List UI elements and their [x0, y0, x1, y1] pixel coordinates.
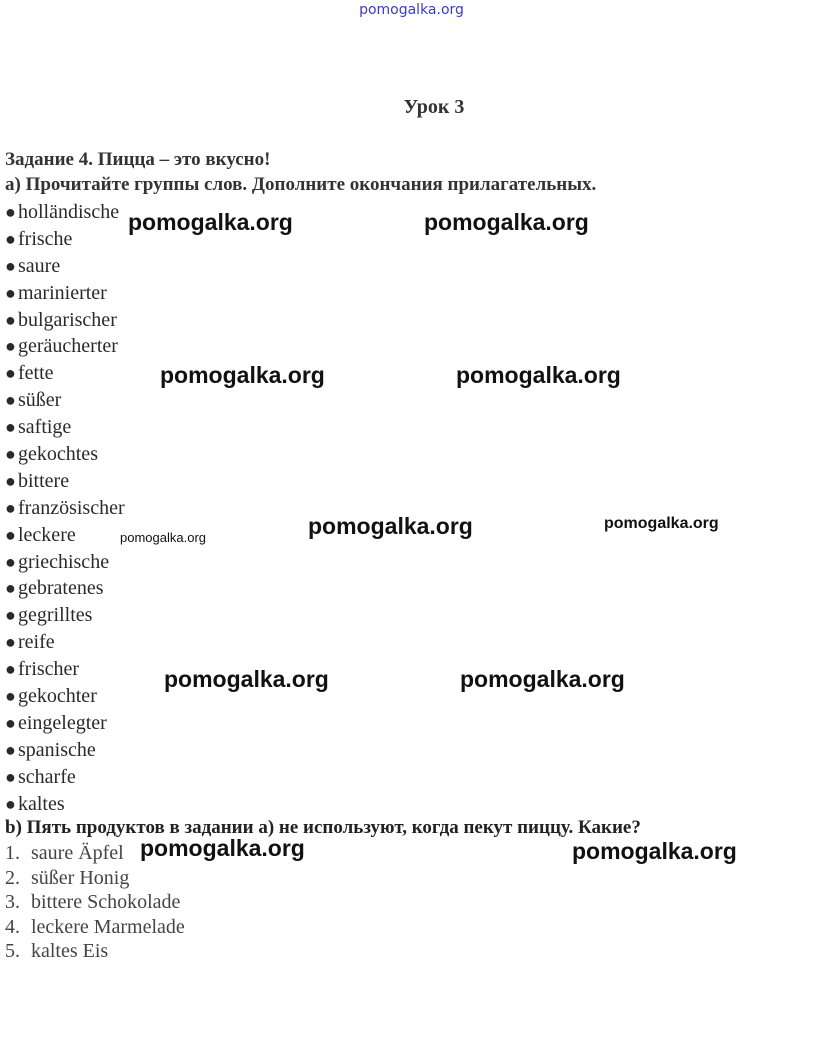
list-item [5, 468, 125, 495]
bullet-icon: ● [5, 470, 16, 491]
word: holländische [18, 201, 120, 223]
word: leckere [18, 523, 76, 546]
answer-item [5, 915, 185, 940]
answer-text: saure Äpfel [31, 842, 124, 864]
bullet-icon: ● [5, 793, 16, 814]
bullet-icon: ● [5, 282, 16, 303]
word: griechische [18, 550, 110, 573]
answer-number: 4. [5, 915, 20, 938]
word: französischer [18, 496, 125, 519]
list-item [5, 602, 125, 629]
word: gegrilltes [18, 604, 93, 627]
answer-text: kaltes Eis [31, 940, 109, 963]
answer-number: 1. [5, 842, 20, 864]
bullet-icon: ● [5, 228, 16, 249]
bullet-icon: ● [5, 497, 16, 518]
bullet-icon: ● [5, 390, 16, 411]
list-item [5, 575, 125, 602]
word: reife [18, 631, 55, 654]
watermark: pomogalka.org [164, 666, 329, 692]
word: geräucherter [18, 335, 118, 358]
list-item [5, 199, 125, 226]
list-item [5, 549, 125, 576]
answer-item [5, 939, 185, 964]
list-item [5, 360, 125, 387]
watermark: pomogalka.org [140, 835, 305, 861]
watermark: pomogalka.org [460, 666, 625, 692]
list-item [5, 333, 125, 360]
bullet-icon: ● [5, 363, 16, 384]
list-item [5, 414, 125, 441]
task-part-a-instruction: a) Прочитайте группы слов. Дополните окончания прилагательных. [5, 174, 597, 195]
word: eingelegter [18, 711, 107, 734]
word: gekochtes [18, 443, 98, 466]
answer-item [5, 890, 185, 915]
bullet-icon: ● [5, 551, 16, 572]
bullet-icon: ● [5, 444, 16, 465]
watermark: pomogalka.org [456, 362, 621, 388]
watermark: pomogalka.org [120, 530, 206, 545]
list-item [5, 441, 125, 468]
word: gebratenes [18, 577, 104, 600]
word: scharfe [18, 765, 76, 788]
list-item [5, 522, 125, 549]
answer-text: bittere Schokolade [31, 891, 181, 914]
answer-item [5, 866, 185, 891]
list-item [5, 764, 125, 791]
list-item [5, 737, 125, 764]
bullet-icon: ● [5, 255, 16, 276]
watermark: pomogalka.org [160, 362, 325, 388]
bullet-icon: ● [5, 524, 16, 545]
list-item [5, 791, 125, 818]
watermark: pomogalka.org [604, 515, 719, 532]
list-item [5, 495, 125, 522]
bullet-icon: ● [5, 766, 16, 787]
word-list [5, 199, 125, 817]
watermark: pomogalka.org [572, 838, 737, 864]
bullet-icon: ● [5, 336, 16, 357]
list-item [5, 683, 125, 710]
task-part-b-question: b) Пять продуктов в задании а) не используют, когда пекут пиццу. Какие? [5, 817, 641, 838]
bullet-icon: ● [5, 202, 16, 222]
bullet-icon: ● [5, 659, 16, 680]
word: spanische [18, 738, 96, 761]
answer-number: 2. [5, 866, 20, 889]
word: saure [18, 254, 61, 277]
list-item [5, 710, 125, 737]
bullet-icon: ● [5, 739, 16, 760]
bullet-icon: ● [5, 712, 16, 733]
list-item [5, 280, 125, 307]
watermark: pomogalka.org [308, 513, 473, 539]
word: süßer [18, 389, 62, 412]
bullet-icon: ● [5, 632, 16, 653]
list-item [5, 307, 125, 334]
word: frische [18, 227, 73, 250]
list-item [5, 387, 125, 414]
word: gekochter [18, 685, 97, 708]
word: kaltes [18, 792, 65, 815]
list-item [5, 226, 125, 253]
list-item [5, 656, 125, 683]
site-link[interactable]: pomogalka.org [359, 2, 464, 18]
answer-text: süßer Honig [31, 866, 130, 889]
task-title: Задание 4. Пицца – это вкусно! [5, 149, 271, 170]
word: saftige [18, 416, 72, 439]
word: marinierter [18, 281, 107, 304]
lesson-title: Урок 3 [403, 96, 465, 118]
word: fette [18, 362, 54, 385]
bullet-icon: ● [5, 686, 16, 707]
watermark: pomogalka.org [128, 209, 293, 235]
word: bittere [18, 469, 70, 492]
bullet-icon: ● [5, 309, 16, 330]
bullet-icon: ● [5, 605, 16, 626]
list-item [5, 629, 125, 656]
bullet-icon: ● [5, 417, 16, 438]
list-item [5, 253, 125, 280]
bullet-icon: ● [5, 578, 16, 599]
word: frischer [18, 658, 80, 681]
watermark: pomogalka.org [424, 209, 589, 235]
answer-number: 5. [5, 940, 20, 963]
word: bulgarischer [18, 308, 117, 331]
answer-text: leckere Marmelade [31, 915, 185, 938]
answer-number: 3. [5, 891, 20, 914]
